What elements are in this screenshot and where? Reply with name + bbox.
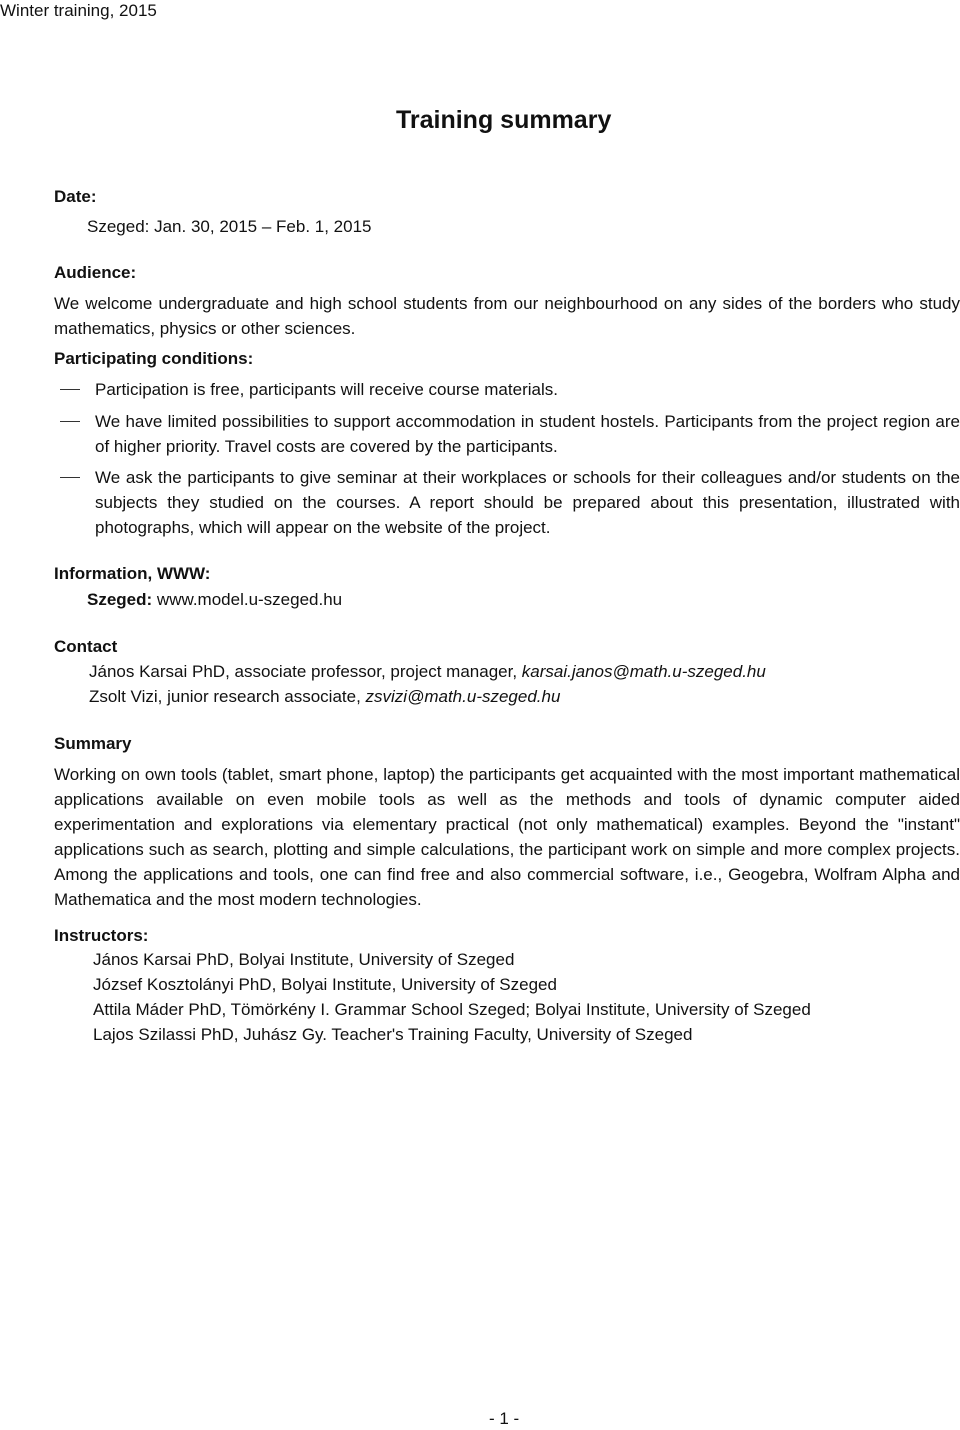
site-link[interactable]: www.model.u-szeged.hu — [156, 590, 343, 609]
audience-label: Audience: — [54, 263, 137, 282]
bullet-dash — [60, 477, 80, 478]
contact-person-text: Zsolt Vizi, junior research associate, — [89, 687, 366, 706]
bullet-dash — [60, 389, 80, 390]
audience-text: We welcome undergraduate and high school students from our neighbourhood on any sides of the borders who study mathematics, physics or other sciences. — [54, 294, 960, 338]
page-title: Training summary — [396, 106, 612, 134]
contact-email-link[interactable]: zsvizi@math.u-szeged.hu — [365, 687, 561, 706]
condition-item: We have limited possibilities to support accommodation in student hostels. Participants from the project region are of higher priority. Travel costs are covered by the participants. — [95, 412, 960, 456]
instructors-label: Instructors: — [54, 926, 149, 945]
instructor-item: Lajos Szilassi PhD, Juhász Gy. Teacher's Training Faculty, University of Szeged — [93, 1025, 693, 1044]
date-label: Date: — [54, 187, 97, 206]
information-site — [87, 589, 342, 611]
summary-text: Working on own tools (tablet, smart phone, laptop) the participants get acquainted with the most important mathematical applications available on even mobile tools as well as the methods and tools of dynamic computer aided experimentation and explorations via elementary practical (not only mathematical) examples. Beyond the "instant" applications such as search, plotting and simple calculations, the participant work on simple and more complex projects. Among the applications and tools, one can find free and also commercial software, i.e., Geogebra, Wolfram Alpha and Mathematica and the most modern technologies. — [54, 765, 960, 909]
contact-email-link[interactable]: karsai.janos@math.u-szeged.hu — [521, 662, 766, 681]
site-label: Szeged: — [87, 590, 153, 609]
information-label: Information, WWW: — [54, 564, 211, 583]
date-value: Szeged: Jan. 30, 2015 – Feb. 1, 2015 — [87, 217, 372, 236]
instructor-item: Attila Máder PhD, Tömörkény I. Grammar School Szeged; Bolyai Institute, University of Szeged — [93, 1000, 811, 1019]
contact-person — [89, 686, 560, 708]
page-number: - 1 - — [489, 1409, 520, 1428]
page-header: Winter training, 2015 — [0, 1, 157, 20]
condition-item: We ask the participants to give seminar at their workplaces or schools for their colleagues and/or students on the subjects they studied on the courses. A report should be prepared about this presentation, illustrated with photographs, which will appear on the website of the project. — [95, 468, 960, 537]
contact-person — [89, 661, 766, 683]
contact-label: Contact — [54, 637, 118, 656]
conditions-label: Participating conditions: — [54, 349, 254, 368]
summary-label: Summary — [54, 734, 132, 753]
contact-person-text: János Karsai PhD, associate professor, project manager, — [89, 662, 522, 681]
instructor-item: József Kosztolányi PhD, Bolyai Institute, University of Szeged — [93, 975, 557, 994]
bullet-dash — [60, 421, 80, 422]
condition-item: Participation is free, participants will receive course materials. — [95, 380, 558, 399]
instructor-item: János Karsai PhD, Bolyai Institute, University of Szeged — [93, 950, 515, 969]
